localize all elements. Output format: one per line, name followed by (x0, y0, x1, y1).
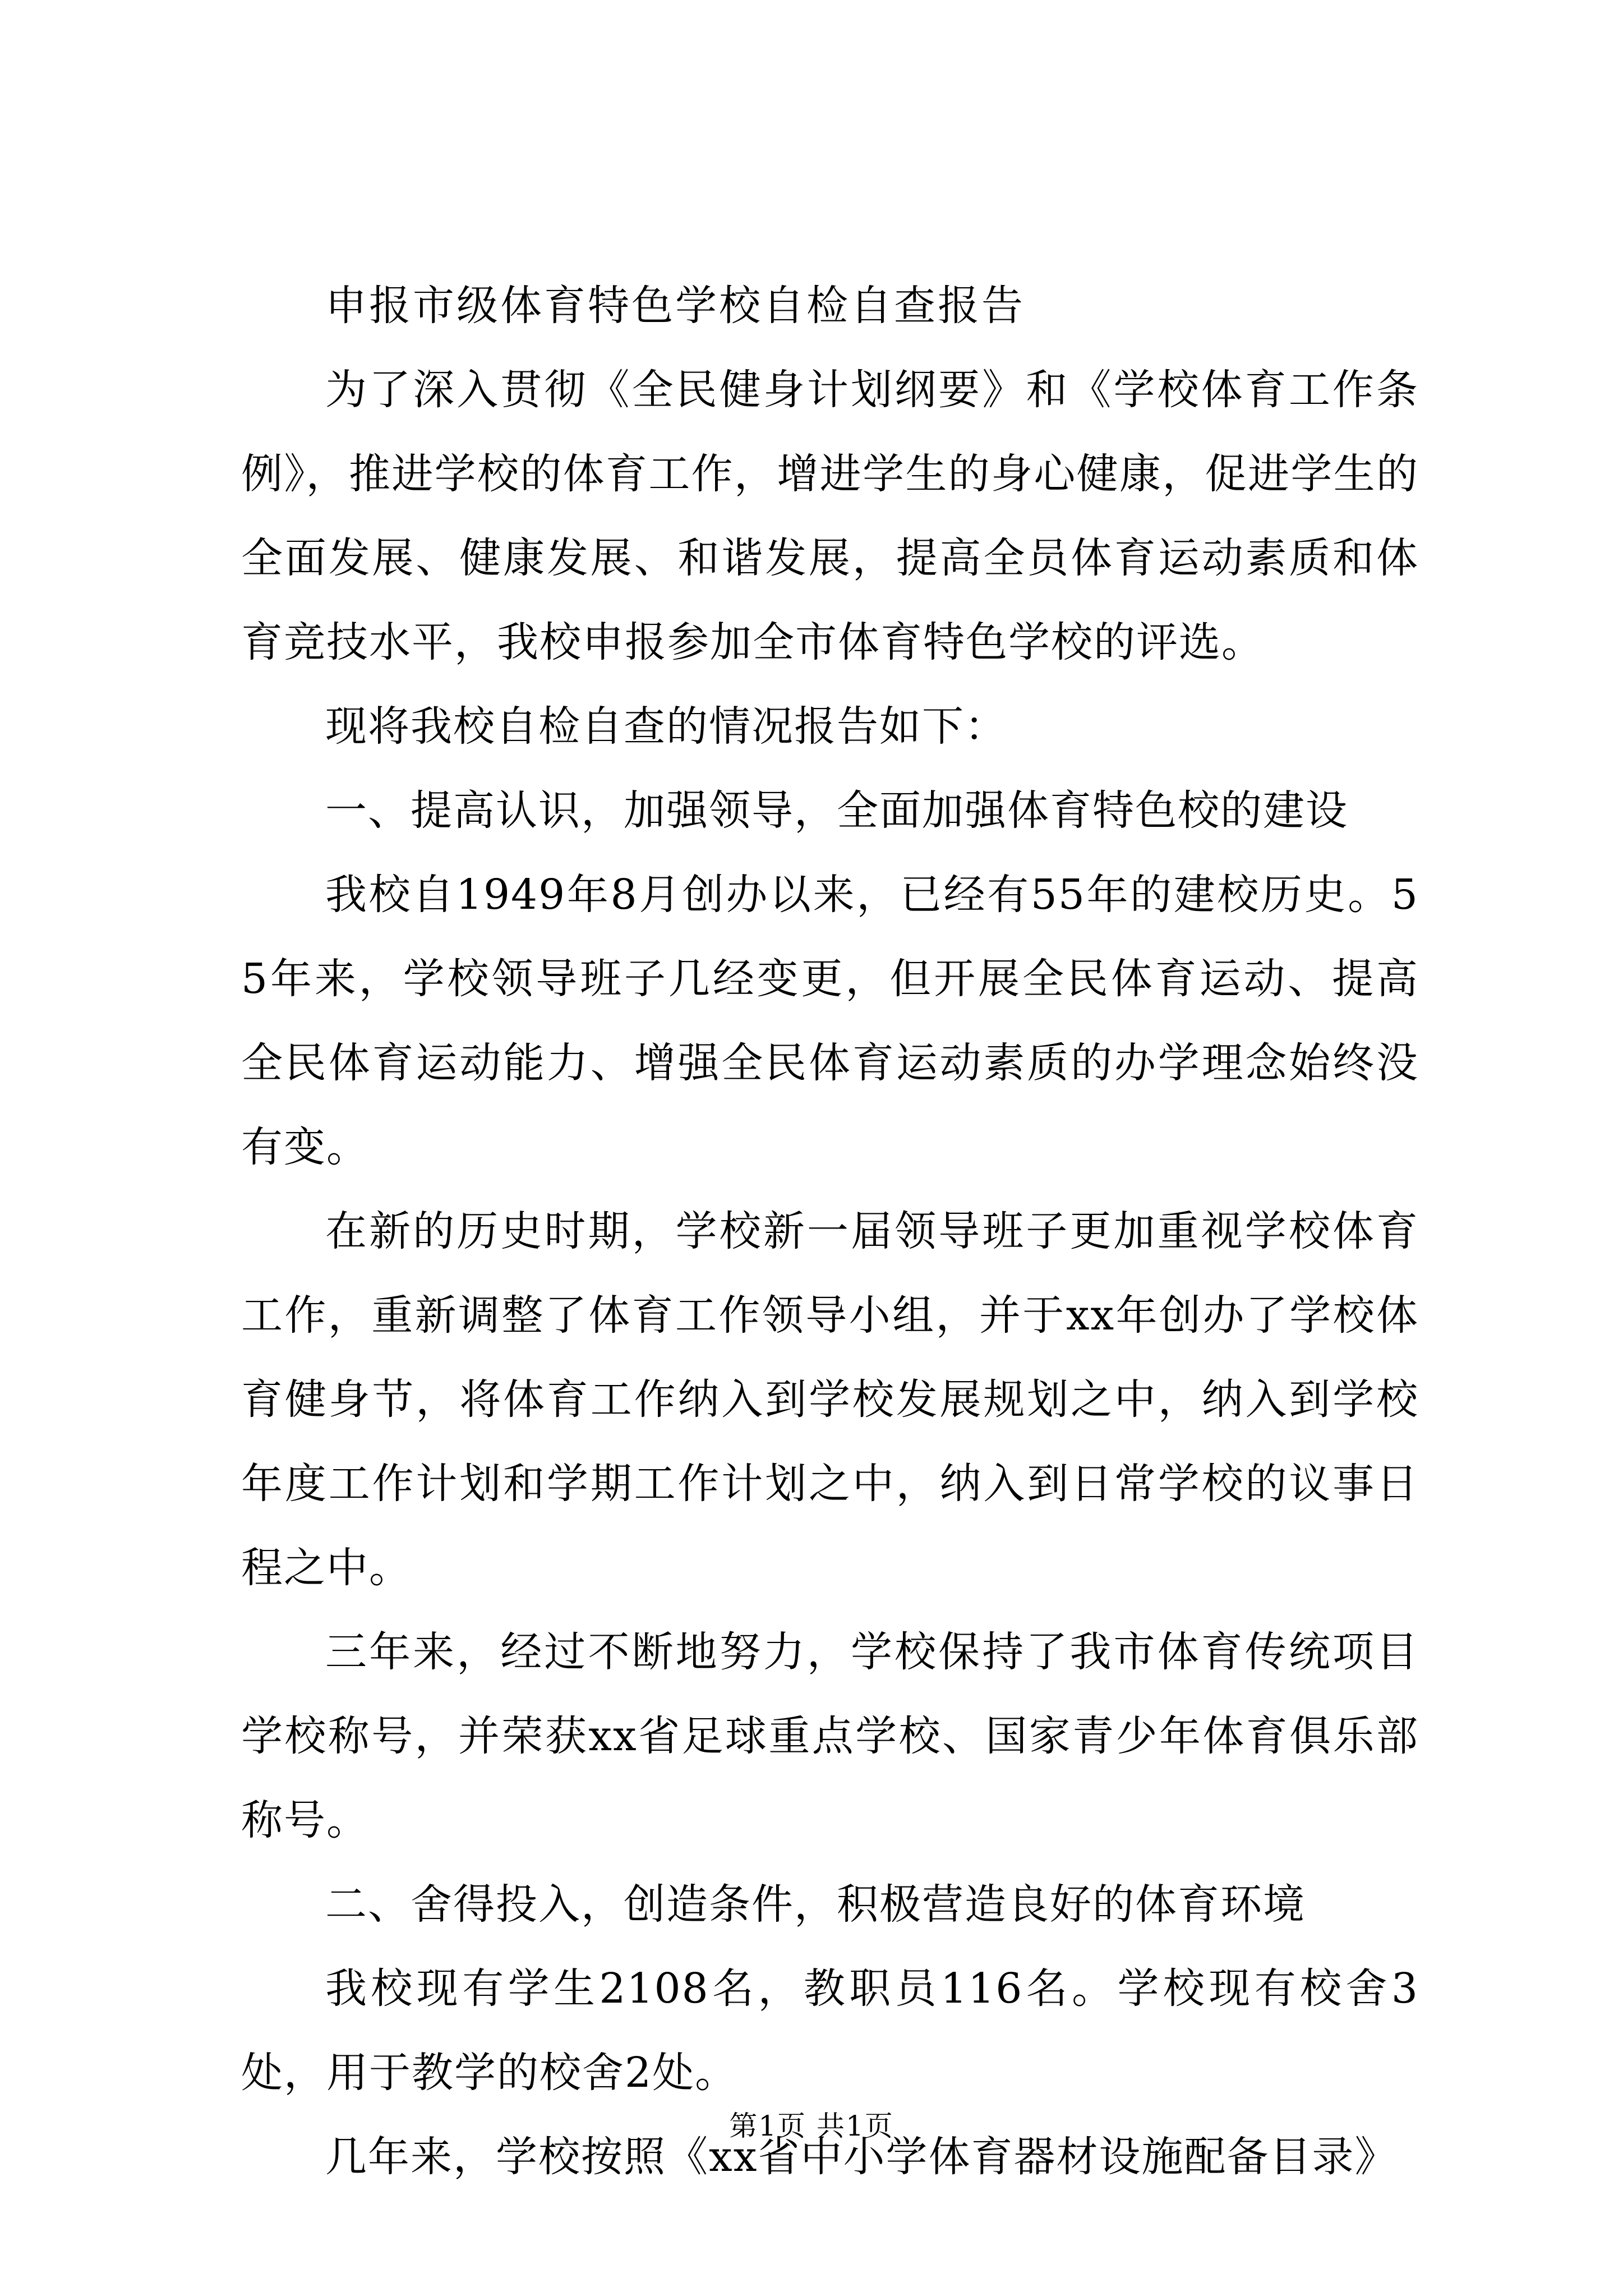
document-body (241, 264, 1419, 2199)
paragraph-report-lead: 现将我校自检自查的情况报告如下： (325, 702, 1007, 751)
document-title: 申报市级体育特色学校自检自查报告 (325, 282, 1025, 330)
section-heading-2: 二、舍得投入，创造条件，积极营造良好的体育环境 (325, 1880, 1306, 1929)
section-heading-1: 一、提高认识，加强领导，全面加强体育特色校的建设 (325, 786, 1348, 835)
paragraph-achievements: 三年来，经过不断地努力，学校保持了我市体育传统项目学校称号，并荣获xx省足球重点学校、国家青少年体育俱乐部称号。 (241, 1628, 1419, 1844)
paragraph-equipment: 几年来，学校按照《xx省中小学体育器材设施配备目录》 (325, 2133, 1398, 2181)
paragraph-school-size: 我校现有学生2108名，教职员116名。学校现有校舍3处，用于教学的校舍2处。 (241, 1964, 1419, 2097)
paragraph-intro: 为了深入贯彻《全民健身计划纲要》和《学校体育工作条例》，推进学校的体育工作，增进学生的身心健康，促进学生的全面发展、健康发展、和谐发展，提高全员体育运动素质和体育竞技水平，我校申报参加全市体育特色学校的评选。 (241, 366, 1419, 666)
page-footer: 第1页 共1页 (729, 2110, 894, 2142)
paragraph-school-history: 我校自1949年8月创办以来，已经有55年的建校历史。55年来，学校领导班子几经变更，但开展全民体育运动、提高全民体育运动能力、增强全民体育运动素质的办学理念始终没有变。 (241, 871, 1419, 1171)
paragraph-new-leadership: 在新的历史时期，学校新一届领导班子更加重视学校体育工作，重新调整了体育工作领导小组，并于xx年创办了学校体育健身节，将体育工作纳入到学校发展规划之中，纳入到学校年度工作计划和学期工作计划之中，纳入到日常学校的议事日程之中。 (241, 1207, 1419, 1592)
